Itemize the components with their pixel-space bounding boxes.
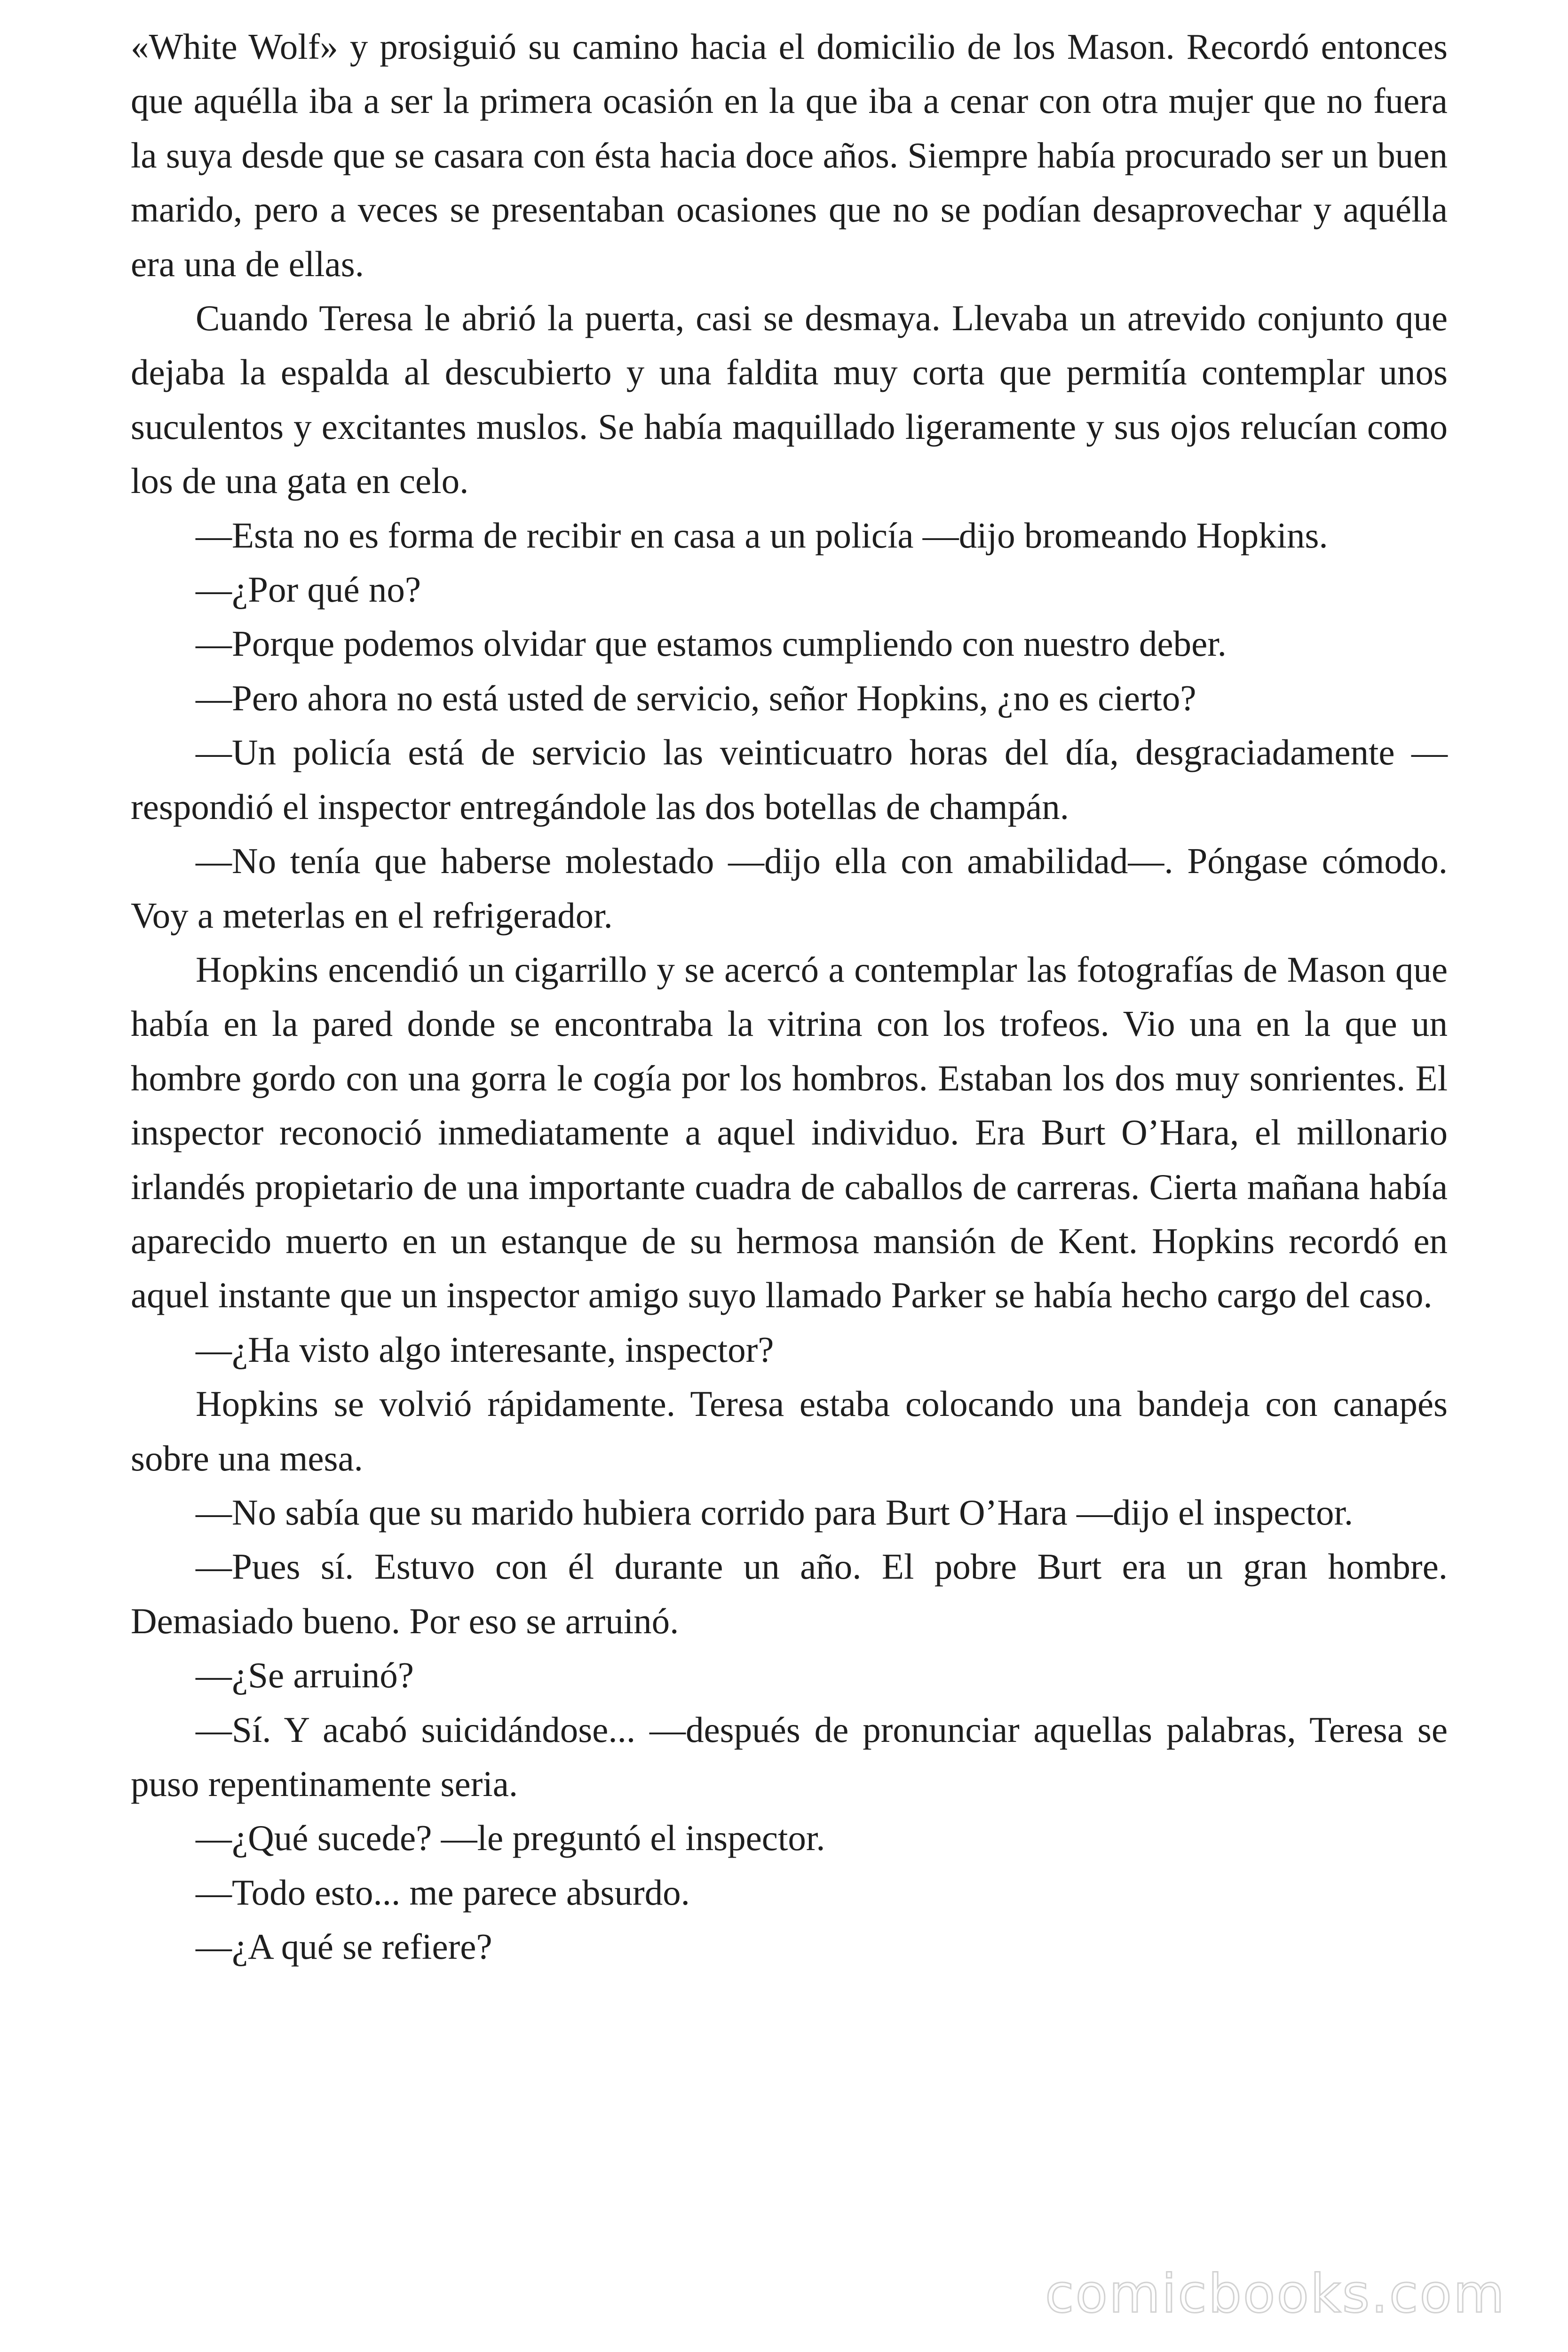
paragraph: Hopkins encendió un cigarrillo y se acercó a contemplar las fotografías de Mason que había en la pared donde se encontraba la vitrina con los trofeos. Vio una en la que un hombre gordo con una gorra le cogía por los hombros. Estaban los dos muy sonrientes. El inspector reconoció inmediatamente a aquel individuo. Era Burt O’Hara, el millonario irlandés propietario de una importante cuadra de caballos de carreras. Cierta mañana había aparecido muerto en un estanque de su hermosa mansión de Kent. Hopkins recordó en aquel instante que un inspector amigo suyo llamado Parker se había hecho cargo del caso. (131, 949, 1448, 1316)
dialogue-line: —¿A qué se refiere? (196, 1926, 492, 1967)
paragraph: Hopkins se volvió rápidamente. Teresa estaba colocando una bandeja con canapés sobre una mesa. (131, 1383, 1448, 1478)
paragraph-continuation: «White Wolf» y prosiguió su camino hacia el domicilio de los Mason. Recordó entonces que aquélla iba a ser la primera ocasión en la que iba a cenar con otra mujer que no fuera la suya desde que se casara con ésta hacia doce años. Siempre había procurado ser un buen marido, pero a veces se presentaban ocasiones que no se podían desaprovechar y aquélla era una de ellas. (131, 26, 1448, 284)
watermark: comicbooks.com (1045, 2264, 1506, 2325)
dialogue-line: —¿Qué sucede? —le preguntó el inspector. (196, 1818, 825, 1859)
dialogue-line: —¿Se arruinó? (196, 1655, 414, 1696)
dialogue-line: —No tenía que haberse molestado —dijo ella con amabilidad—. Póngase cómodo. Voy a meterlas en el refrigerador. (131, 841, 1448, 936)
paragraph: Cuando Teresa le abrió la puerta, casi se desmaya. Llevaba un atrevido conjunto que dejaba la espalda al descubierto y una faldita muy corta que permitía contemplar unos suculentos y excitantes muslos. Se había maquillado ligeramente y sus ojos relucían como los de una gata en celo. (131, 298, 1448, 501)
dialogue-line: —Esta no es forma de recibir en casa a un policía —dijo bromeando Hopkins. (196, 515, 1328, 556)
dialogue-line: —No sabía que su marido hubiera corrido para Burt O’Hara —dijo el inspector. (196, 1492, 1354, 1533)
dialogue-line: —Pues sí. Estuvo con él durante un año. El pobre Burt era un gran hombre. Demasiado bueno. Por eso se arruinó. (131, 1546, 1448, 1641)
dialogue-line: —¿Ha visto algo interesante, inspector? (196, 1329, 774, 1370)
dialogue-line: —Pero ahora no está usted de servicio, señor Hopkins, ¿no es cierto? (196, 677, 1196, 718)
page-text (131, 20, 1448, 1974)
dialogue-line: —¿Por qué no? (196, 569, 421, 610)
dialogue-line: —Todo esto... me parece absurdo. (196, 1872, 690, 1913)
dialogue-line: —Un policía está de servicio las veinticuatro horas del día, desgraciadamente —respondió el inspector entregándole las dos botellas de champán. (131, 732, 1448, 827)
dialogue-line: —Porque podemos olvidar que estamos cumpliendo con nuestro deber. (196, 623, 1227, 664)
dialogue-line: —Sí. Y acabó suicidándose... —después de pronunciar aquellas palabras, Teresa se puso repentinamente seria. (131, 1709, 1448, 1804)
